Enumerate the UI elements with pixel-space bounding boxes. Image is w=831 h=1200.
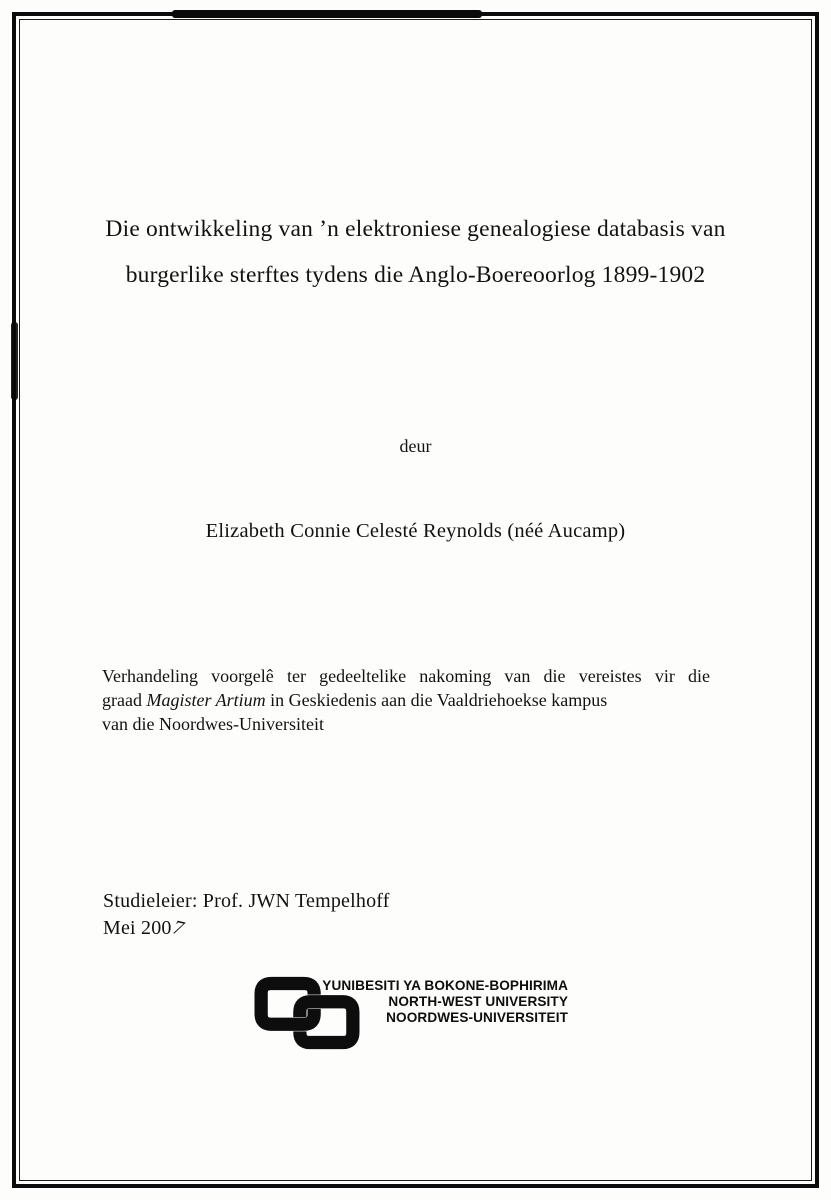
byline: deur <box>399 436 432 456</box>
degree-statement-line2 <box>102 688 710 712</box>
date-line <box>103 915 390 942</box>
degree-statement-line1: Verhandeling voorgelê ter gedeeltelike nakoming van die vereistes vir die <box>102 666 710 686</box>
degree-statement-line2-suffix: in Geskiedenis aan die Vaaldriehoekse kampus <box>265 690 608 710</box>
scan-artifact-left <box>11 322 18 400</box>
degree-statement <box>102 664 710 736</box>
degree-statement-line2-prefix: graad <box>102 690 147 710</box>
supervisor-block <box>103 888 390 941</box>
thesis-title-line2: burgerlike sterftes tydens die Anglo-Boereoorlog 1899-1902 <box>125 262 706 288</box>
date-last-digit: 7 <box>168 916 188 940</box>
thesis-title-line1: Die ontwikkeling van ’n elektroniese genealogiese databasis van <box>105 216 726 242</box>
degree-name-italic: Magister Artium <box>146 690 266 710</box>
supervisor-line: Studieleier: Prof. JWN Tempelhoff <box>103 890 390 912</box>
degree-statement-line3: van die Noordwes-Universiteit <box>102 714 324 734</box>
logo-line-afrikaans: NOORDWES-UNIVERSITEIT <box>386 1010 568 1026</box>
author-name: Elizabeth Connie Celesté Reynolds (néé Aucamp) <box>205 520 626 542</box>
logo-line-setswana: YUNIBESITI YA BOKONE-BOPHIRIMA <box>322 978 568 993</box>
date-prefix: Mei 200 <box>103 916 172 939</box>
logo-line-english: NORTH-WEST UNIVERSITY <box>388 994 568 1010</box>
thesis-title <box>26 206 805 298</box>
page-border-inner <box>19 19 812 1181</box>
scan-artifact-top <box>172 10 482 18</box>
